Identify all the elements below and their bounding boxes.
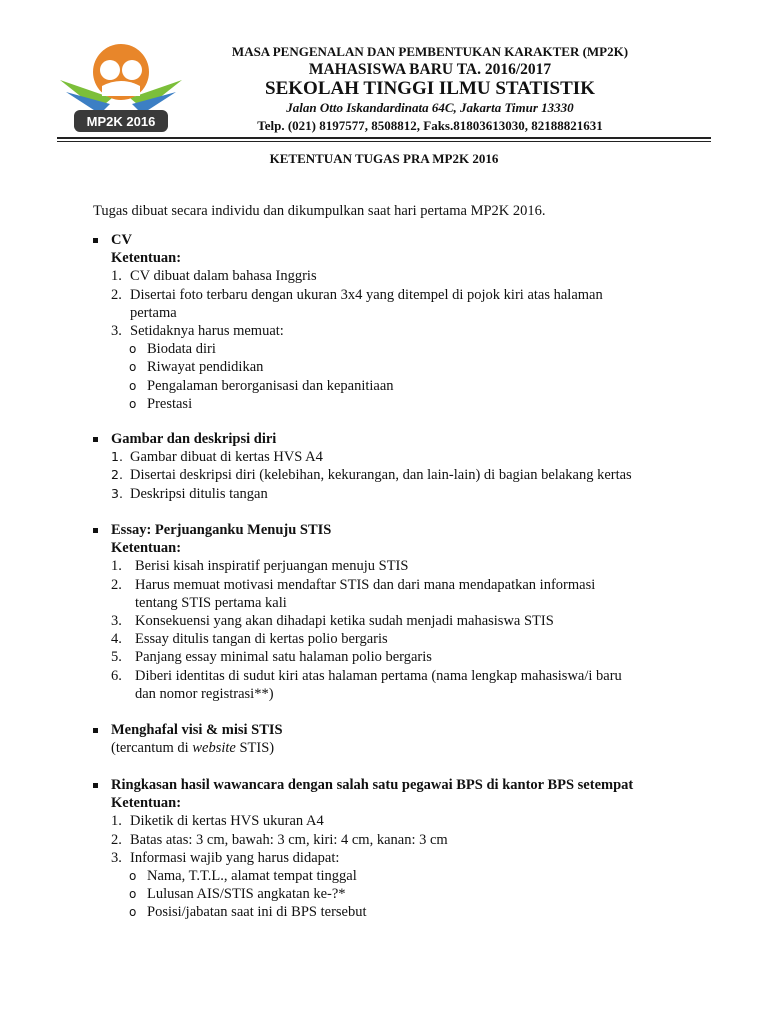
list-item: 2. Disertai deskripsi diri (kelebihan, kekurangan, dan lain-lain) di bagian belakang kertas <box>111 467 632 484</box>
section-wawancara-title: Ringkasan hasil wawancara dengan salah satu pegawai BPS di kantor BPS setempat <box>111 777 634 793</box>
list-item-continuation: dan nomor registrasi**) <box>135 685 274 702</box>
sub-list-item: o Pengalaman berorganisasi dan kepanitiaan <box>129 377 394 394</box>
section-wawancara-subtitle: Ketentuan: <box>111 795 182 812</box>
section-wawancara-heading <box>93 776 693 794</box>
list-item: 2. Harus memuat motivasi mendaftar STIS dan dari mana mendapatkan informasi <box>111 576 596 593</box>
square-bullet-icon <box>93 528 98 533</box>
list-item: 3. Deskripsi ditulis tangan <box>111 485 268 502</box>
list-item: 2. Batas atas: 3 cm, bawah: 3 cm, kiri: 4 cm, kanan: 3 cm <box>111 831 448 848</box>
list-item: 3. Informasi wajib yang harus didapat: <box>111 849 340 866</box>
sub-list-item: o Biodata diri <box>129 341 216 358</box>
section-essay-title: Essay: Perjuanganku Menuju STIS <box>111 522 332 538</box>
section-visi-heading <box>93 721 693 739</box>
header-address: Jalan Otto Iskandardinata 64C, Jakarta Timur 13330 <box>286 100 574 115</box>
section-gambar-heading <box>93 430 693 448</box>
section-wawancara <box>93 776 693 922</box>
sub-list-item: o Nama, T.T.L., alamat tempat tinggal <box>129 868 357 885</box>
sub-list-item: o Posisi/jabatan saat ini di BPS tersebut <box>129 904 367 921</box>
square-bullet-icon <box>93 238 98 243</box>
list-item-continuation: pertama <box>130 304 177 321</box>
square-bullet-icon <box>93 437 98 442</box>
cv-list <box>93 267 693 340</box>
wawancara-sub-list <box>93 867 693 922</box>
header-rule-thick <box>57 137 711 139</box>
section-essay <box>93 521 693 703</box>
list-item: 1. Berisi kisah inspiratif perjuangan menuju STIS <box>111 558 409 575</box>
document-title: KETENTUAN TUGAS PRA MP2K 2016 <box>269 151 499 166</box>
essay-list <box>93 557 693 703</box>
list-item: 3. Konsekuensi yang akan dihadapi ketika sudah menjadi mahasiswa STIS <box>111 613 554 630</box>
list-item: 4. Essay ditulis tangan di kertas polio bergaris <box>111 631 388 648</box>
list-item: 1. Gambar dibuat di kertas HVS A4 <box>111 449 323 466</box>
wawancara-list <box>93 812 693 867</box>
list-item: 1. Diketik di kertas HVS ukuran A4 <box>111 813 324 830</box>
section-gambar <box>93 430 693 503</box>
sub-list-item: o Prestasi <box>129 395 193 412</box>
intro-paragraph: Tugas dibuat secara individu dan dikumpulkan saat hari pertama MP2K 2016. <box>93 203 546 219</box>
cv-sub-list <box>93 340 693 413</box>
section-cv-subtitle: Ketentuan: <box>111 250 182 267</box>
list-item: 1. CV dibuat dalam bahasa Inggris <box>111 268 317 285</box>
header-school: SEKOLAH TINGGI ILMU STATISTIK <box>265 78 595 99</box>
list-item: 5. Panjang essay minimal satu halaman polio bergaris <box>111 649 432 666</box>
section-visi <box>93 721 693 757</box>
section-essay-heading <box>93 521 693 539</box>
sub-list-item: o Lulusan AIS/STIS angkatan ke-?* <box>129 886 346 903</box>
section-gambar-title: Gambar dan deskripsi diri <box>111 431 277 447</box>
list-item: 2. Disertai foto terbaru dengan ukuran 3x4 yang ditempel di pojok kiri atas halaman <box>111 286 603 303</box>
section-essay-subtitle: Ketentuan: <box>111 540 182 557</box>
square-bullet-icon <box>93 728 98 733</box>
list-item: 6. Diberi identitas di sudut kiri atas halaman pertama (nama lengkap mahasiswa/i baru <box>111 667 622 684</box>
square-bullet-icon <box>93 783 98 788</box>
section-visi-note: (tercantum di website STIS) <box>111 740 275 757</box>
header-phone: Telp. (021) 8197577, 8508812, Faks.81803613030, 82188821631 <box>257 118 603 133</box>
header-rule-thin <box>57 141 711 142</box>
section-cv-title: CV <box>111 232 132 248</box>
logo-text: MP2K 2016 <box>86 114 156 129</box>
header-batch: MAHASISWA BARU TA. 2016/2017 <box>308 61 552 78</box>
section-cv <box>93 231 693 413</box>
sub-list-item: o Riwayat pendidikan <box>129 359 264 376</box>
section-cv-heading <box>93 231 693 249</box>
list-item-continuation: tentang STIS pertama kali <box>135 594 287 611</box>
section-visi-title: Menghafal visi & misi STIS <box>111 722 283 738</box>
header-event: MASA PENGENALAN DAN PEMBENTUKAN KARAKTER (MP2K) <box>231 44 629 59</box>
list-item: 3. Setidaknya harus memuat: <box>111 323 284 340</box>
gambar-list <box>93 448 693 503</box>
